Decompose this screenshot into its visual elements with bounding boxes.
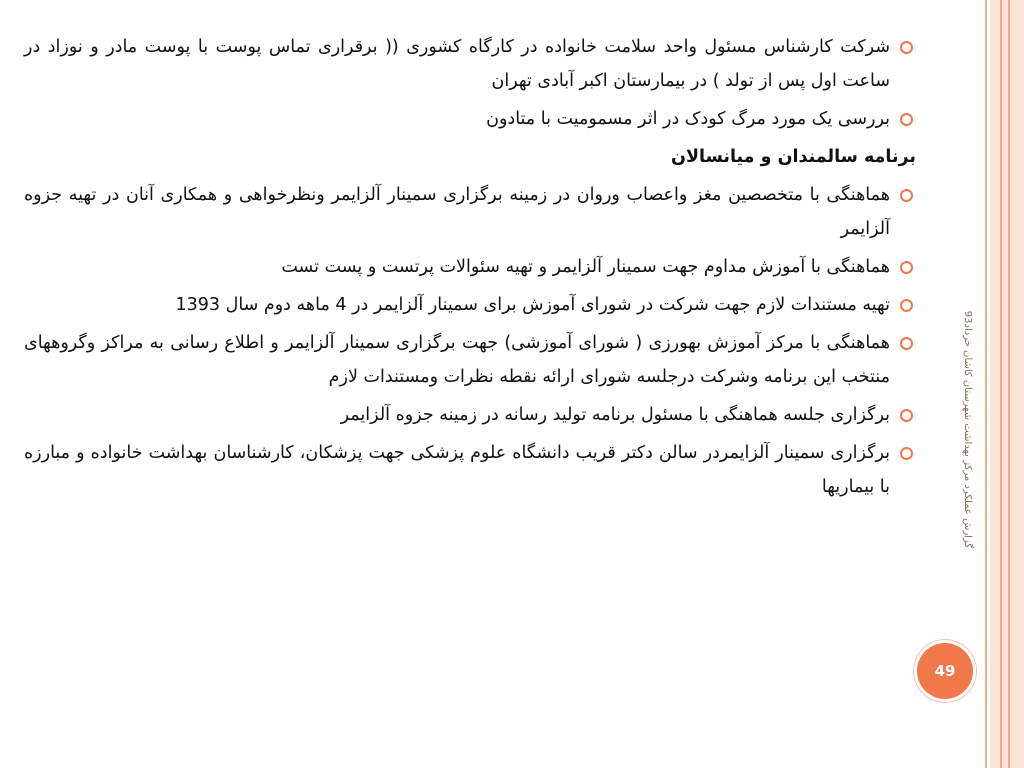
bullet-icon [900,189,913,202]
border-band [990,0,1024,768]
bullet-item [24,326,916,394]
bullet-item [24,178,916,246]
bullet-item [24,250,916,284]
bullet-icon [900,261,913,274]
border-stripe [1000,0,1002,768]
section-heading [24,140,916,174]
bullet-icon [900,113,913,126]
bullet-icon [900,41,913,54]
bullet-item [24,288,916,322]
bullet-icon [900,337,913,350]
heading-text: برنامه سالمندان و میانسالان [671,147,916,167]
bullet-text: هماهنگی با مرکز آموزش بهورزی ( شورای آموزشی) جهت برگزاری سمینار آلزایمر و اطلاع رسانی به مراکز وگروههای منتخب این برنامه وشرکت درجلسه شورای ارائه نقطه نظرات ومستندات لازم [24,333,890,387]
bullet-icon [900,299,913,312]
page-number-badge [917,643,973,699]
slide-content [24,30,916,508]
bullet-text: هماهنگی با متخصصین مغز واعصاب وروان در زمینه برگزاری سمینار آلزایمر ونظرخواهی و همکاری آنان در تهیه جزوه آلزایمر [24,185,890,239]
bullet-item [24,102,916,136]
footer-text: گزارش عملکرد مرکز بهداشت شهرستان کاشان خرداد93 [962,310,974,548]
border-stripe [1008,0,1010,768]
bullet-item [24,398,916,432]
bullet-text: برگزاری سمینار آلزایمردر سالن دکتر قریب دانشگاه علوم پزشکی جهت پزشکان، کارشناسان بهداشت خانواده و مبارزه با بیماریها [24,443,890,497]
border-stripe [985,0,987,768]
bullet-text: بررسی یک مورد مرگ کودک در اثر مسمومیت با متادون [486,109,890,129]
bullet-text: برگزاری جلسه هماهنگی با مسئول برنامه تولید رسانه در زمینه جزوه آلزایمر [340,405,890,425]
bullet-text: تهیه مستندات لازم جهت شرکت در شورای آموزش برای سمینار آلزایمر در 4 ماهه دوم سال 1393 [175,295,890,315]
page-number: 49 [934,662,956,680]
bullet-icon [900,409,913,422]
bullet-item [24,436,916,504]
bullet-text: شرکت کارشناس مسئول واحد سلامت خانواده در کارگاه کشوری (( برقراری تماس پوست با پوست مادر و نوزاد در ساعت اول پس از تولد ) در بیمارستان اکبر آبادی تهران [24,37,890,91]
bullet-text: هماهنگی با آموزش مداوم جهت سمینار آلزایمر و تهیه سئوالات پرتست و پست تست [281,257,890,277]
bullet-item [24,30,916,98]
bullet-icon [900,447,913,460]
side-footer [958,270,978,588]
